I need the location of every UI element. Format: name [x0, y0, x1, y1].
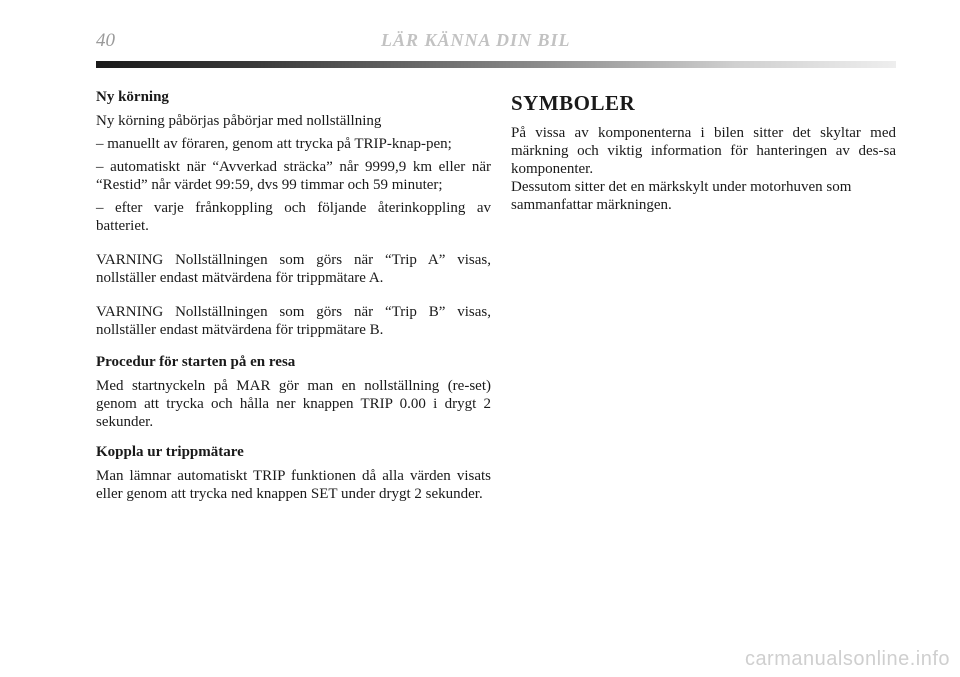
- left-column: [96, 88, 491, 503]
- warning-trip-a: VARNING Nollställningen som görs när “Trip A” visas, nollställer endast mätvärdena för trippmätare A.: [96, 252, 491, 286]
- right-column: [511, 88, 896, 214]
- heading-symbols: SYMBOLER: [511, 91, 636, 115]
- paragraph-new-trip: Ny körning påbörjas påbörjar med nollställning: [96, 113, 382, 129]
- heading-procedure: Procedur för starten på en resa: [96, 354, 296, 370]
- list-item-battery: – efter varje frånkoppling och följande återinkoppling av batteriet.: [96, 200, 491, 234]
- paragraph-engine-label: Dessutom sitter det en märkskylt under motorhuven som sammanfattar märkningen.: [511, 179, 852, 213]
- header-rule: [96, 61, 896, 68]
- page-header: [96, 30, 896, 56]
- paragraph-disconnect: Man lämnar automatiskt TRIP funktionen då alla värden visats eller genom att trycka ned knappen SET under drygt 2 sekunder.: [96, 468, 491, 502]
- watermark: carmanualsonline.info: [744, 648, 950, 670]
- list-item-manual: – manuellt av föraren, genom att trycka på TRIP-knap-pen;: [96, 136, 452, 152]
- heading-new-trip: Ny körning: [96, 89, 169, 105]
- heading-disconnect: Koppla ur trippmätare: [96, 444, 244, 460]
- chapter-title: LÄR KÄNNA DIN BIL: [381, 30, 571, 50]
- paragraph-symbols: På vissa av komponenterna i bilen sitter det skyltar med märkning och viktig information för hanteringen av des-sa komponenter.: [511, 125, 896, 177]
- warning-trip-b: VARNING Nollställningen som görs när “Trip B” visas, nollställer endast mätvärdena för trippmätare B.: [96, 304, 491, 338]
- page-number: 40: [96, 30, 115, 51]
- paragraph-procedure: Med startnyckeln på MAR gör man en nollställning (re-set) genom att trycka och hålla ner knappen TRIP 0.00 i drygt 2 sekunder.: [96, 378, 491, 430]
- list-item-automatic: – automatiskt när “Avverkad sträcka” når 9999,9 km eller när “Restid” når värdet 99:59, dvs 99 timmar och 59 minuter;: [96, 159, 491, 193]
